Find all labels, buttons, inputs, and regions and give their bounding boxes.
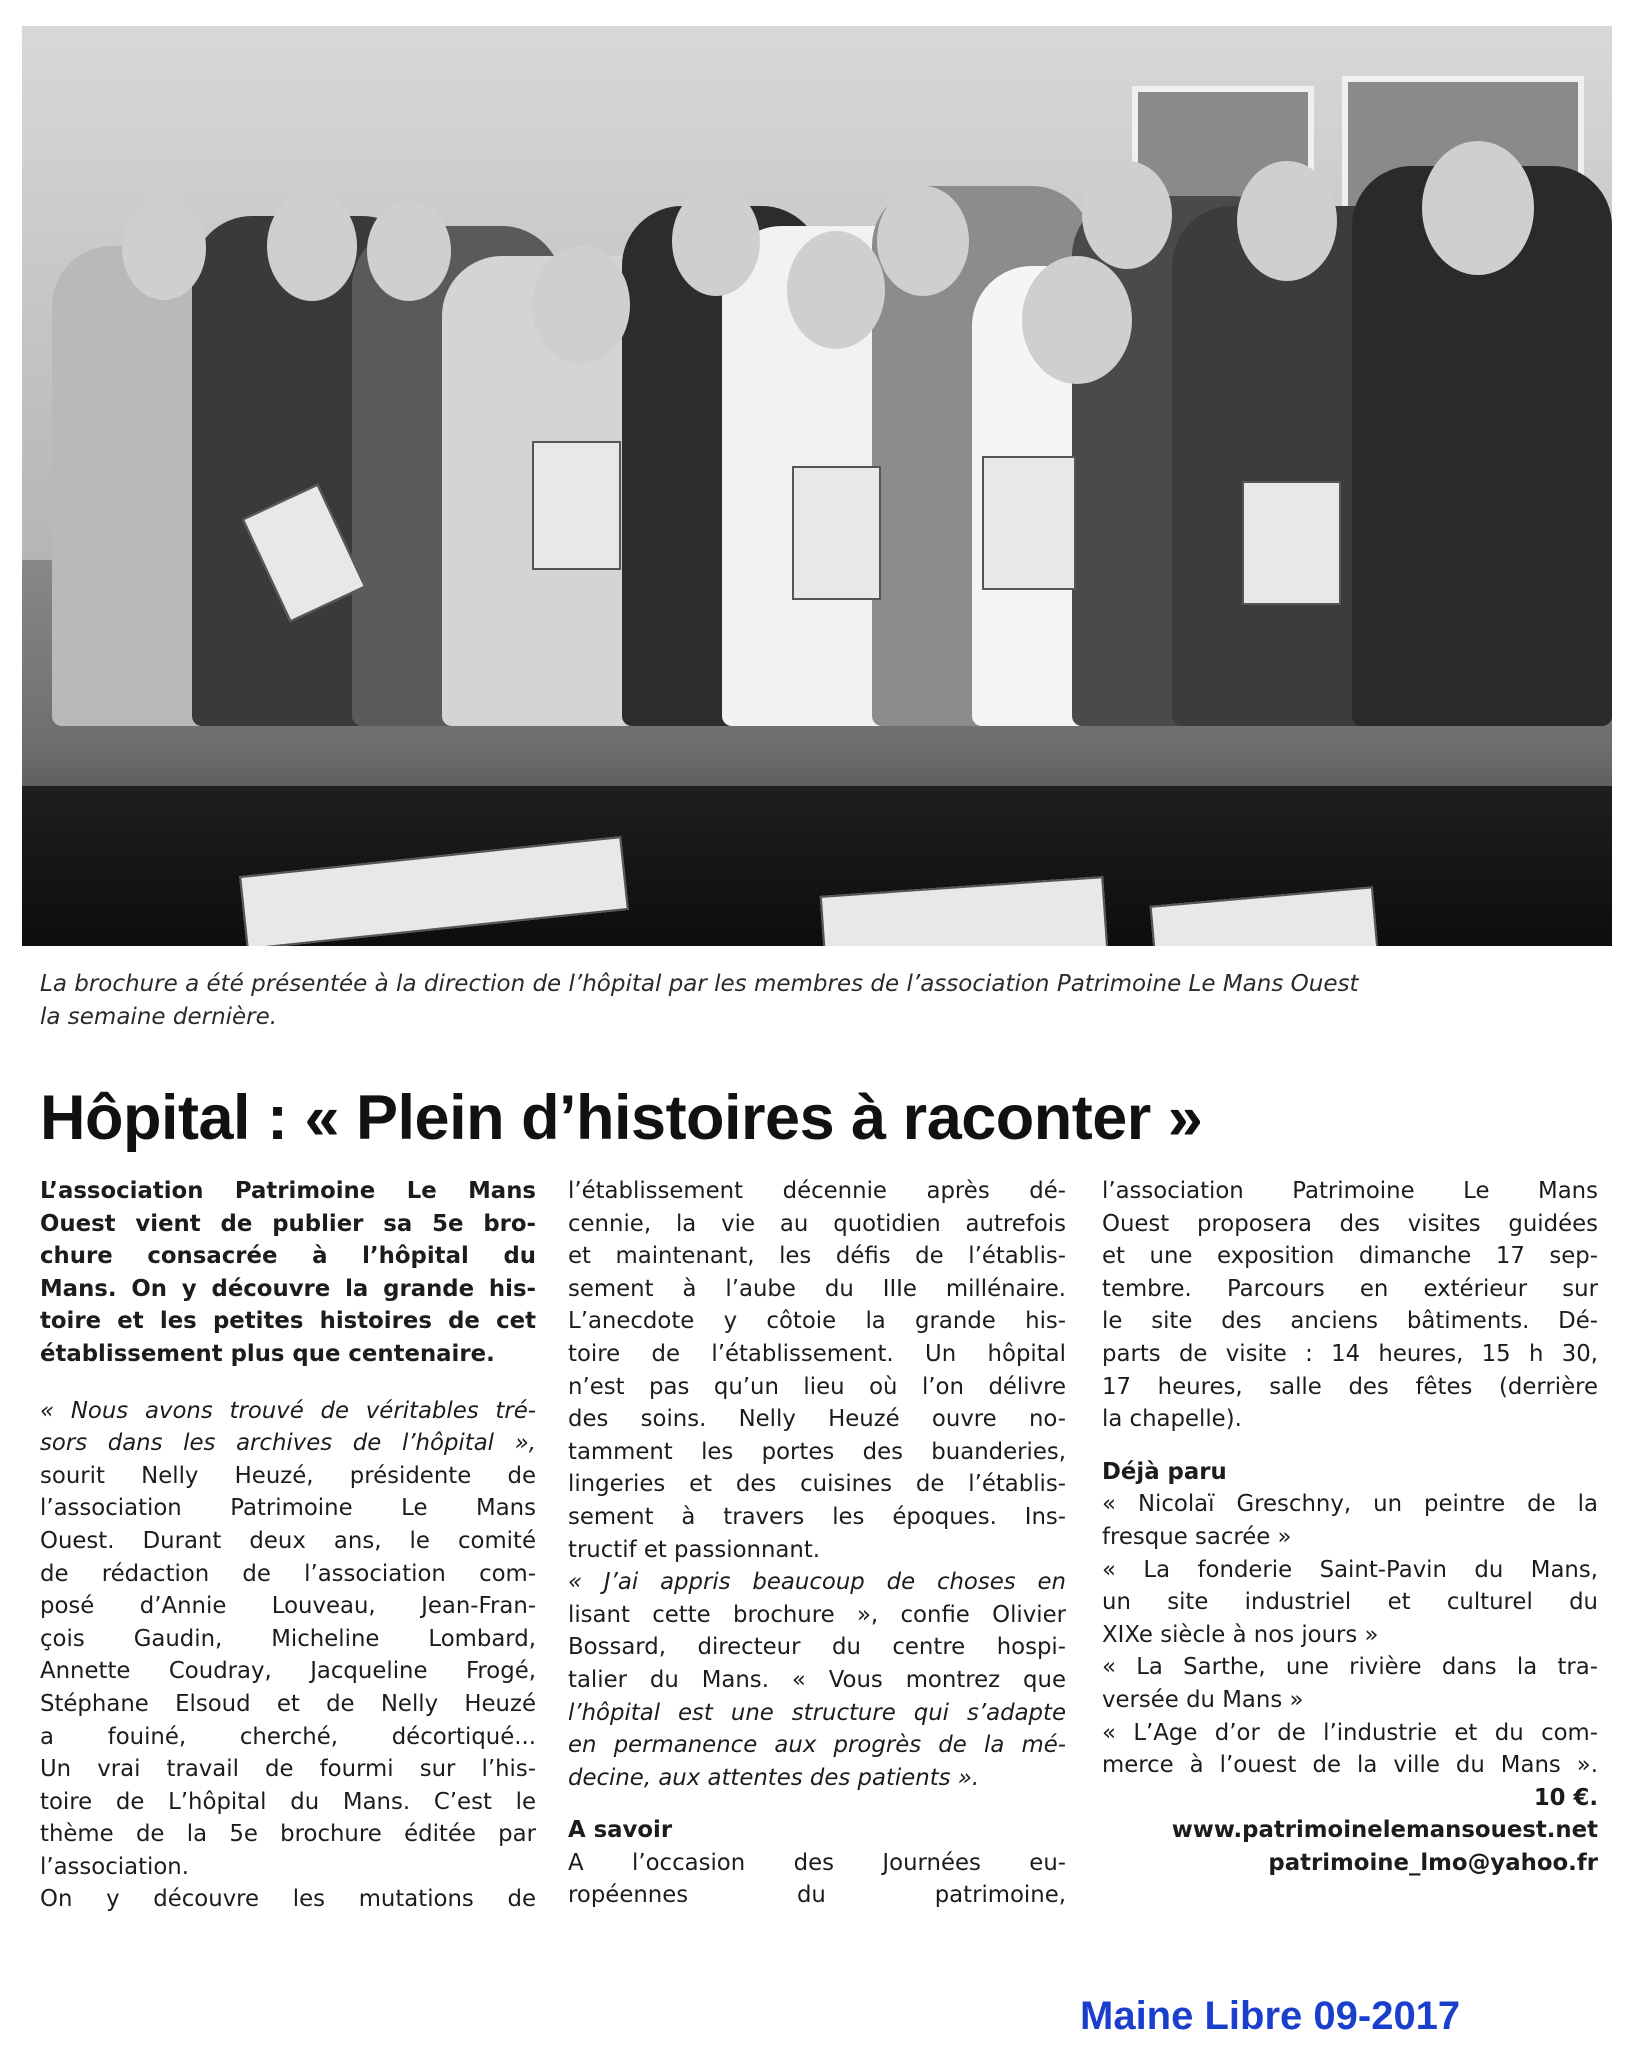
person-head bbox=[1022, 256, 1132, 384]
source-label: Maine Libre 09-2017 bbox=[1080, 1994, 1461, 2038]
person-head bbox=[1237, 161, 1337, 281]
body-line: sement à travers les époques. Ins- bbox=[568, 1503, 1066, 1530]
body-line: Stéphane Elsoud et de Nelly Heuzé bbox=[40, 1690, 536, 1717]
website-link[interactable]: www.patrimoinelemansouest.net bbox=[1171, 1817, 1598, 1844]
body-line: decine, aux attentes des patients ». bbox=[568, 1764, 980, 1791]
brochure bbox=[532, 441, 621, 570]
body-line: toire de L’hôpital du Mans. C’est le bbox=[40, 1788, 536, 1815]
body-line: lingeries et des cuisines de l’établis- bbox=[568, 1471, 1066, 1498]
photo-caption bbox=[40, 968, 1570, 1034]
email-link[interactable]: patrimoine_lmo@yahoo.fr bbox=[1268, 1849, 1598, 1876]
article-column-3 bbox=[1102, 1175, 1598, 1879]
body-line: des soins. Nelly Heuzé ouvre no- bbox=[568, 1406, 1066, 1433]
article-headline: Hôpital : « Plein d’histoires à raconter » bbox=[40, 1083, 1203, 1153]
body-line: a fouiné, cherché, décortiqué... bbox=[40, 1723, 536, 1750]
list-item: un site industriel et culturel du bbox=[1102, 1589, 1598, 1616]
list-item: merce à l’ouest de la ville du Mans ». bbox=[1102, 1752, 1598, 1779]
person-head bbox=[267, 191, 357, 301]
body-line: et une exposition dimanche 17 sep- bbox=[1102, 1243, 1598, 1270]
lead-line: chure consacrée à l’hôpital du bbox=[40, 1243, 536, 1270]
subheading: Déjà paru bbox=[1102, 1458, 1227, 1485]
body-line: tructif et passionnant. bbox=[568, 1536, 821, 1563]
body-line: Ouest proposera des visites guidées bbox=[1102, 1210, 1598, 1237]
body-line: sement à l’aube du IIIe millénaire. bbox=[568, 1275, 1066, 1302]
article-body bbox=[40, 1395, 536, 1917]
person-head bbox=[367, 201, 451, 301]
person-head bbox=[672, 186, 760, 296]
body-line: lisant cette brochure », confie Olivier bbox=[568, 1601, 1066, 1628]
body-line: tamment les portes des buanderies, bbox=[568, 1438, 1066, 1465]
caption-line: la semaine dernière. bbox=[40, 1004, 278, 1030]
body-line: On y découvre les mutations de bbox=[40, 1886, 536, 1913]
lead-line: Ouest vient de publier sa 5e bro- bbox=[40, 1210, 536, 1237]
body-line: Bossard, directeur du centre hospi- bbox=[568, 1634, 1066, 1661]
body-line: tembre. Parcours en extérieur sur bbox=[1102, 1275, 1598, 1302]
body-line: thème de la 5e brochure éditée par bbox=[40, 1821, 536, 1848]
body-line: et maintenant, les défis de l’établis- bbox=[568, 1243, 1066, 1270]
person-head bbox=[122, 196, 206, 300]
body-line: A l’occasion des Journées eu- bbox=[568, 1849, 1066, 1876]
body-line: l’association Patrimoine Le Mans bbox=[1102, 1178, 1598, 1204]
list-item: « Nicolaï Greschny, un peintre de la bbox=[1102, 1491, 1598, 1518]
body-line: « J’ai appris beaucoup de choses en bbox=[568, 1569, 1066, 1596]
list-item: « La fonderie Saint-Pavin du Mans, bbox=[1102, 1556, 1598, 1583]
article-lead bbox=[40, 1175, 536, 1371]
list-item: fresque sacrée » bbox=[1102, 1523, 1292, 1550]
body-line: le site des anciens bâtiments. Dé- bbox=[1102, 1308, 1598, 1335]
body-line: de rédaction de l’association com- bbox=[40, 1560, 536, 1587]
body-line: l’association Patrimoine Le Mans bbox=[40, 1495, 536, 1522]
body-line: talier du Mans. « Vous montrez que bbox=[568, 1666, 1066, 1693]
person-head bbox=[1422, 141, 1534, 275]
body-line: L’anecdote y côtoie la grande his- bbox=[568, 1308, 1066, 1335]
body-line: en permanence aux progrès de la mé- bbox=[568, 1732, 1066, 1759]
lead-line: L’association Patrimoine Le Mans bbox=[40, 1178, 536, 1204]
person-head bbox=[877, 186, 969, 296]
body-line: çois Gaudin, Micheline Lombard, bbox=[40, 1625, 536, 1652]
body-line: Ouest. Durant deux ans, le comité bbox=[40, 1527, 536, 1554]
body-line: posé d’Annie Louveau, Jean-Fran- bbox=[40, 1593, 536, 1620]
body-line: l’établissement décennie après dé- bbox=[568, 1178, 1066, 1204]
body-line: cennie, la vie au quotidien autrefois bbox=[568, 1210, 1066, 1237]
person-head bbox=[532, 246, 630, 364]
list-item: XIXe siècle à nos jours » bbox=[1102, 1621, 1379, 1648]
body-line: « Nous avons trouvé de véritables tré- bbox=[40, 1397, 536, 1424]
price: 10 €. bbox=[1533, 1784, 1598, 1811]
body-line: 17 heures, salle des fêtes (derrière bbox=[1102, 1373, 1598, 1400]
person-head bbox=[1082, 161, 1172, 269]
group-photo bbox=[22, 26, 1612, 946]
body-line: Annette Coudray, Jacqueline Frogé, bbox=[40, 1658, 536, 1685]
article-column-1 bbox=[40, 1175, 536, 1916]
body-line: n’est pas qu’un lieu où l’on délivre bbox=[568, 1373, 1066, 1400]
article-column-2 bbox=[568, 1175, 1066, 1912]
body-line: parts de visite : 14 heures, 15 h 30, bbox=[1102, 1340, 1598, 1367]
subheading: A savoir bbox=[568, 1817, 673, 1844]
lead-line: toire et les petites histoires de cet bbox=[40, 1308, 536, 1335]
body-line: sourit Nelly Heuzé, présidente de bbox=[40, 1462, 536, 1489]
brochure bbox=[792, 466, 881, 600]
body-line: sors dans les archives de l’hôpital », bbox=[40, 1430, 536, 1457]
brochure bbox=[982, 456, 1076, 590]
body-line: l’association. bbox=[40, 1853, 190, 1880]
list-item: versée du Mans » bbox=[1102, 1686, 1304, 1713]
body-line: ropéennes du patrimoine, bbox=[568, 1882, 1066, 1909]
body-line: toire de l’établissement. Un hôpital bbox=[568, 1340, 1066, 1367]
lead-line: Mans. On y découvre la grande his- bbox=[40, 1275, 536, 1302]
lead-line: établissement plus que centenaire. bbox=[40, 1340, 495, 1367]
body-line: la chapelle). bbox=[1102, 1406, 1242, 1433]
list-item: « La Sarthe, une rivière dans la tra- bbox=[1102, 1654, 1598, 1681]
body-line: Un vrai travail de fourmi sur l’his- bbox=[40, 1756, 536, 1783]
list-item: « L’Age d’or de l’industrie et du com- bbox=[1102, 1719, 1598, 1746]
brochure bbox=[1242, 481, 1341, 605]
person-head bbox=[787, 231, 885, 349]
caption-line: La brochure a été présentée à la direction de l’hôpital par les membres de l’association Patrimoine Le Mans Ouest bbox=[40, 971, 1359, 997]
body-line: l’hôpital est une structure qui s’adapte bbox=[568, 1699, 1066, 1726]
